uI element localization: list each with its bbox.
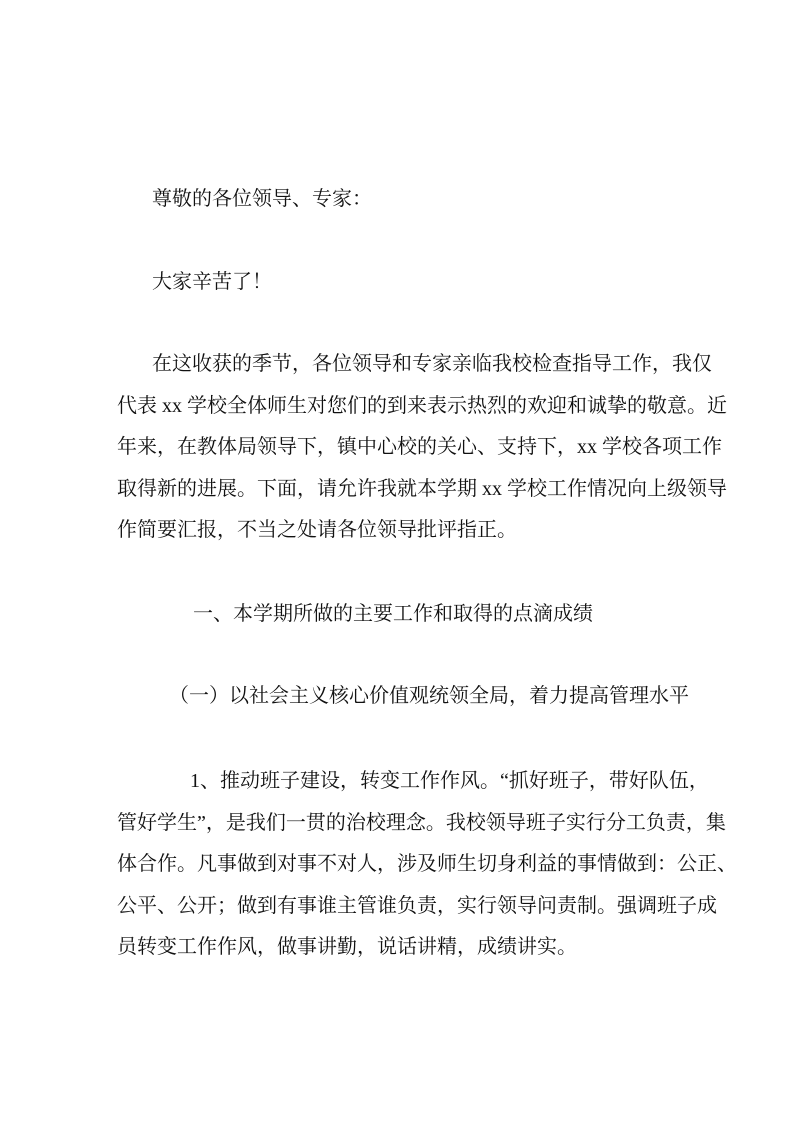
- thanks-text: 大家辛苦了！: [152, 271, 272, 293]
- paragraph-line: 代表 xx 学校全体师生对您们的到来表示热烈的欢迎和诚挚的敬意。近: [117, 394, 727, 417]
- paragraph-line: 年来，在教体局领导下，镇中心校的关心、支持下，xx 学校各项工作: [117, 436, 722, 458]
- paragraph-line: 公平、公开；做到有事谁主管谁负责，实行领导问责制。强调班子成: [117, 894, 717, 917]
- paragraph-line: 1、推动班子建设，转变工作作风。“抓好班子，带好队伍，: [190, 770, 709, 792]
- item-1-paragraph: [117, 761, 737, 969]
- thanks: [117, 262, 680, 304]
- paragraph-line: 员转变工作作风，做事讲勤，说话讲精，成绩讲实。: [117, 936, 577, 958]
- greeting-text: 尊敬的各位领导、专家：: [152, 188, 372, 210]
- paragraph-line: 取得新的进展。下面，请允许我就本学期 xx 学校工作情况向上级领导: [117, 477, 727, 500]
- subsection-heading-text: （一）以社会主义核心价值观统领全局，着力提高管理水平: [169, 685, 689, 707]
- paragraph-line: 作简要汇报，不当之处请各位领导批评指正。: [117, 519, 517, 541]
- intro-paragraph: [117, 344, 727, 552]
- greeting: [117, 179, 680, 221]
- section-heading: [117, 594, 680, 636]
- paragraph-line: 在这收获的季节，各位领导和专家亲临我校检查指导工作，我仅: [152, 353, 712, 375]
- subsection-heading: [117, 676, 689, 718]
- section-heading-text: 一、本学期所做的主要工作和取得的点滴成绩: [193, 603, 593, 625]
- paragraph-line: 管好学生”，是我们一贯的治校理念。我校领导班子实行分工负责，集: [117, 811, 726, 834]
- paragraph-line: 体合作。凡事做到对事不对人，涉及师生切身利益的事情做到：公正、: [117, 853, 737, 875]
